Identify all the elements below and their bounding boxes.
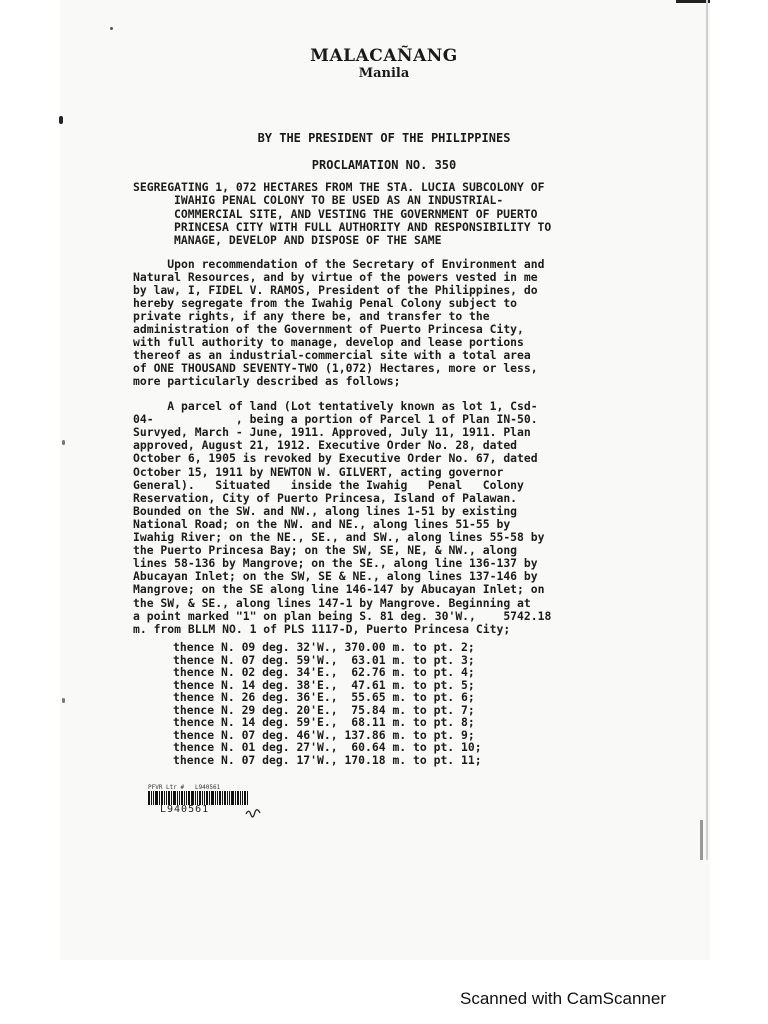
- paragraph-line: Reservation, City of Puerto Princesa, Island of Palawan.: [133, 490, 518, 505]
- paragraph-line: October 6, 1905 is revoked by Executive Order No. 67, dated: [133, 451, 538, 466]
- paragraph-line: Mangrove; on the SE along line 146-147 by Abucayan Inlet; on: [133, 582, 545, 597]
- subject-line: PRINCESA CITY WITH FULL AUTHORITY AND RESPONSIBILITY TO: [174, 219, 552, 234]
- paragraph-line: thereof as an industrial-commercial site with a total area: [133, 348, 531, 362]
- by-line: BY THE PRESIDENT OF THE PHILIPPINES: [257, 131, 511, 145]
- paragraph-line: A parcel of land (Lot tentatively known as lot 1, Csd-: [133, 399, 538, 413]
- scan-edge-bottom-right: [700, 820, 703, 860]
- paragraph-line: Upon recommendation of the Secretary of Environment and: [133, 257, 545, 271]
- paragraph-line: more particularly described as follows;: [133, 374, 401, 388]
- stray-dot: [110, 27, 113, 30]
- paragraph-line: Survyed, March - June, 1911. Approved, July 11, 1911. Plan: [133, 425, 531, 440]
- paragraph-line: Abucayan Inlet; on the SW, SE & NE., along lines 137-146 by: [133, 569, 538, 584]
- paragraph-line: 04- , being a portion of Parcel 1 of Plan IN-50.: [133, 412, 538, 427]
- paragraph-line: Natural Resources, and by virtue of the powers vested in me: [133, 270, 538, 284]
- bearing-line: thence N. 26 deg. 36'E., 55.65 m. to pt. 6;: [173, 690, 475, 704]
- paragraph-line: hereby segregate from the Iwahig Penal Colony subject to: [133, 296, 518, 310]
- bearing-line: thence N. 09 deg. 32'W., 370.00 m. to pt. 2;: [173, 640, 475, 654]
- subject-line: COMMERCIAL SITE, AND VESTING THE GOVERNMENT OF PUERTO: [174, 206, 538, 221]
- handwritten-mark: [244, 806, 262, 820]
- paragraph-line: m. from BLLM NO. 1 of PLS 1117-D, Puerto Princesa City;: [133, 621, 511, 636]
- scan-edge-top-right: [676, 0, 710, 3]
- bearing-line: thence N. 02 deg. 34'E., 62.76 m. to pt. 4;: [173, 665, 475, 679]
- paragraph-line: approved, August 21, 1912. Executive Order No. 28, dated: [133, 438, 518, 453]
- bearing-line: thence N. 14 deg. 59'E., 68.11 m. to pt. 8;: [173, 715, 475, 729]
- paragraph-line: of ONE THOUSAND SEVENTY-TWO (1,072) Hectares, more or less,: [133, 361, 538, 375]
- bearing-line: thence N. 07 deg. 46'W., 137.86 m. to pt. 9;: [173, 727, 475, 742]
- paragraph-line: lines 58-136 by Mangrove; on the SE., along line 136-137 by: [133, 556, 538, 571]
- punch-mark-left-1: [59, 116, 63, 124]
- paragraph-line: administration of the Government of Puerto Princesa City,: [133, 322, 524, 336]
- scan-edge-right: [706, 0, 708, 860]
- paragraph-line: with full authority to manage, develop and lease portions: [133, 335, 524, 349]
- bearing-line: thence N. 14 deg. 38'E., 47.61 m. to pt. 5;: [173, 677, 475, 692]
- scanner-watermark: Scanned with CamScanner: [460, 989, 667, 1008]
- paragraph-line: October 15, 1911 by NEWTON W. GILVERT, acting governor: [133, 464, 504, 479]
- paragraph-line: Iwahig River; on the NE., SE., and SW., along lines 55-58 by: [133, 530, 545, 544]
- letterhead-title: MALACAÑANG: [310, 46, 458, 66]
- letterhead-location: Manila: [358, 66, 410, 81]
- subject-line: IWAHIG PENAL COLONY TO BE USED AS AN INDUSTRIAL-: [174, 193, 504, 208]
- paragraph-line: the Puerto Princesa Bay; on the SW, SE, NE, & NW., along: [133, 543, 518, 558]
- bearing-line: thence N. 07 deg. 59'W., 63.01 m. to pt. 3;: [173, 652, 475, 667]
- punch-mark-left-2: [62, 440, 65, 445]
- bearing-line: thence N. 01 deg. 27'W., 60.64 m. to pt. 10;: [173, 740, 482, 754]
- barcode-label: PFVR Ltr # L940561: [148, 784, 221, 791]
- barcode-number: L940561: [160, 804, 210, 815]
- barcode: [148, 791, 252, 805]
- bearing-line: thence N. 29 deg. 20'E., 75.84 m. to pt. 7;: [173, 702, 475, 717]
- paragraph-line: the SW, & SE., along lines 147-1 by Mangrove. Beginning at: [133, 595, 531, 610]
- paragraph-line: General). Situated inside the Iwahig Penal Colony: [133, 477, 524, 492]
- paragraph-line: by law, I, FIDEL V. RAMOS, President of the Philippines, do: [133, 283, 538, 297]
- paragraph-line: a point marked "1" on plan being S. 81 deg. 30'W., 5742.18: [133, 608, 552, 623]
- subject-line: SEGREGATING 1, 072 HECTARES FROM THE STA. LUCIA SUBCOLONY OF: [133, 180, 545, 194]
- paragraph-line: Bounded on the SW. and NW., along lines 1-51 by existing: [133, 503, 518, 518]
- punch-mark-left-3: [62, 698, 65, 703]
- paragraph-line: private rights, if any there be, and transfer to the: [133, 309, 490, 323]
- proclamation-number: PROCLAMATION NO. 350: [311, 158, 457, 172]
- bearing-line: thence N. 07 deg. 17'W., 170.18 m. to pt. 11;: [173, 752, 482, 767]
- paragraph-line: National Road; on the NW. and NE., along lines 51-55 by: [133, 516, 511, 531]
- subject-line: MANAGE, DEVELOP AND DISPOSE OF THE SAME: [174, 233, 442, 248]
